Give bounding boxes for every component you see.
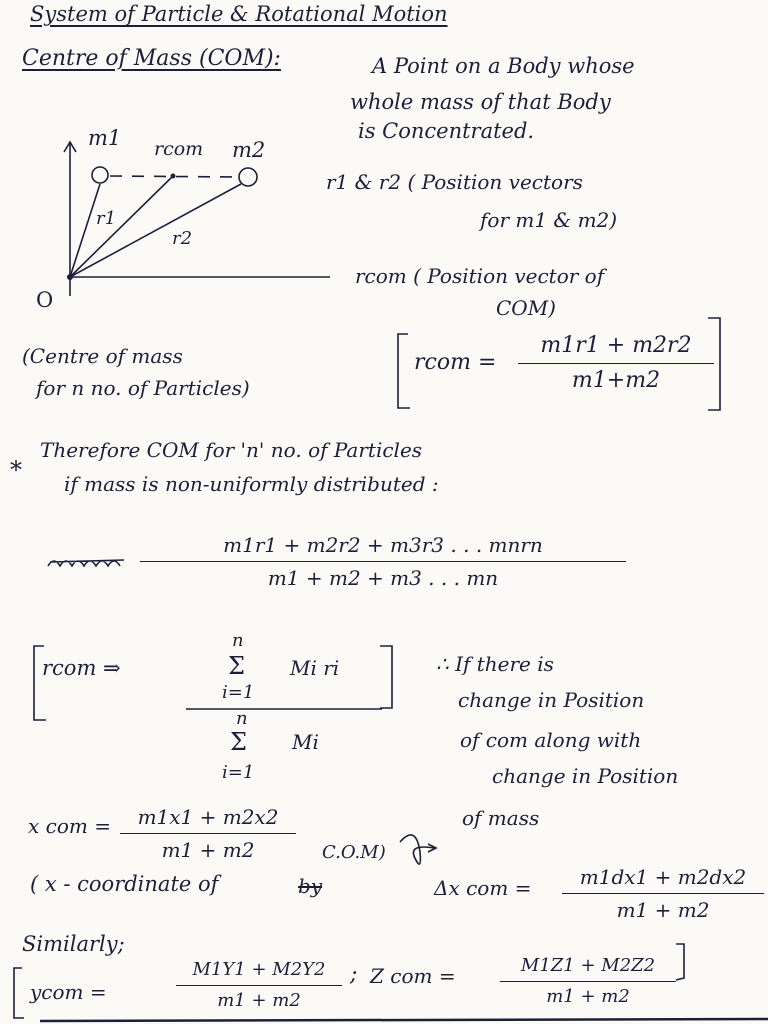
zcom-denominator: m1 + m2 [546, 985, 630, 1007]
m2-label: m2 [232, 138, 266, 162]
rcom-diagram-label: rcom [154, 138, 204, 160]
com-term: Centre of Mass (COM): [22, 46, 281, 71]
change-line3: of com along with [460, 728, 642, 752]
sum-top-n: n [232, 630, 244, 651]
vectors-line2: for m1 & m2) [480, 208, 618, 232]
page-title: System of Particle & Rotational Motion [30, 2, 448, 26]
ycom-denominator: m1 + m2 [217, 989, 301, 1011]
n-particle-denominator: m1 + m2 + m3 . . . mn [267, 566, 499, 590]
com-def-line2: whole mass of that Body [350, 90, 611, 114]
sum-numerator-term: Mi ri [290, 656, 340, 680]
x-coordinate-label: ( x - coordinate of [30, 872, 219, 896]
delta-xcom-lhs: Δx com = [434, 876, 532, 900]
com-label-line2: for n no. of Particles) [36, 376, 250, 400]
vectors-line1: r1 & r2 ( Position vectors [326, 170, 583, 194]
star-marker: * [10, 456, 22, 484]
sum-den-bottom-index: i=1 [222, 762, 255, 783]
change-line1: ∴ If there is [436, 652, 554, 676]
com-def-line1: A Point on a Body whose [372, 54, 635, 78]
com-tag: C.O.M) [322, 842, 386, 863]
zcom-lhs: Z com = [370, 964, 456, 988]
two-particle-numerator: m1r1 + m2r2 [540, 333, 692, 358]
com-def-line3: is Concentrated. [358, 119, 535, 143]
xcom-denominator: m1 + m2 [161, 838, 255, 862]
origin-label: O [36, 288, 54, 312]
separator: ; [350, 962, 358, 987]
sum-den-top-n: n [236, 708, 248, 729]
change-line4: change in Position [492, 764, 679, 788]
change-line2: change in Position [458, 688, 645, 712]
similarly-heading: Similarly; [22, 932, 125, 956]
two-particle-denominator: m1+m2 [571, 368, 661, 394]
r1-label: r1 [96, 208, 117, 229]
sigma-denominator: Σ [230, 728, 247, 756]
rcom-summation-lhs: rcom ⇒ [42, 656, 121, 680]
sum-bottom-index: i=1 [222, 682, 255, 703]
therefore-line1: Therefore COM for 'n' no. of Particles [40, 438, 423, 462]
ycom-numerator: M1Y1 + M2Y2 [192, 959, 326, 980]
change-line5: of mass [462, 806, 540, 830]
zcom-numerator: M1Z1 + M2Z2 [520, 955, 656, 976]
xcom-numerator: m1x1 + m2x2 [137, 805, 279, 829]
ycom-lhs: ycom = [30, 980, 107, 1004]
com-label-line1: (Centre of mass [22, 344, 183, 368]
rcom-lhs: rcom = [414, 350, 497, 375]
vectors-line3: rcom ( Position vector of [355, 264, 605, 288]
m1-label: m1 [88, 126, 122, 150]
vectors-line4: COM) [496, 296, 556, 320]
r2-label: r2 [172, 228, 193, 249]
delta-xcom-denominator: m1 + m2 [616, 898, 710, 922]
sum-denominator-term: Mi [292, 730, 319, 754]
delta-xcom-numerator: m1dx1 + m2dx2 [579, 865, 747, 889]
n-particle-numerator: m1r1 + m2r2 + m3r3 . . . mnrn [223, 533, 543, 557]
sigma-numerator: Σ [228, 652, 245, 680]
struck-word: by [298, 874, 323, 898]
xcom-lhs: x com = [28, 814, 111, 838]
therefore-line2: if mass is non-uniformly distributed : [64, 472, 439, 496]
